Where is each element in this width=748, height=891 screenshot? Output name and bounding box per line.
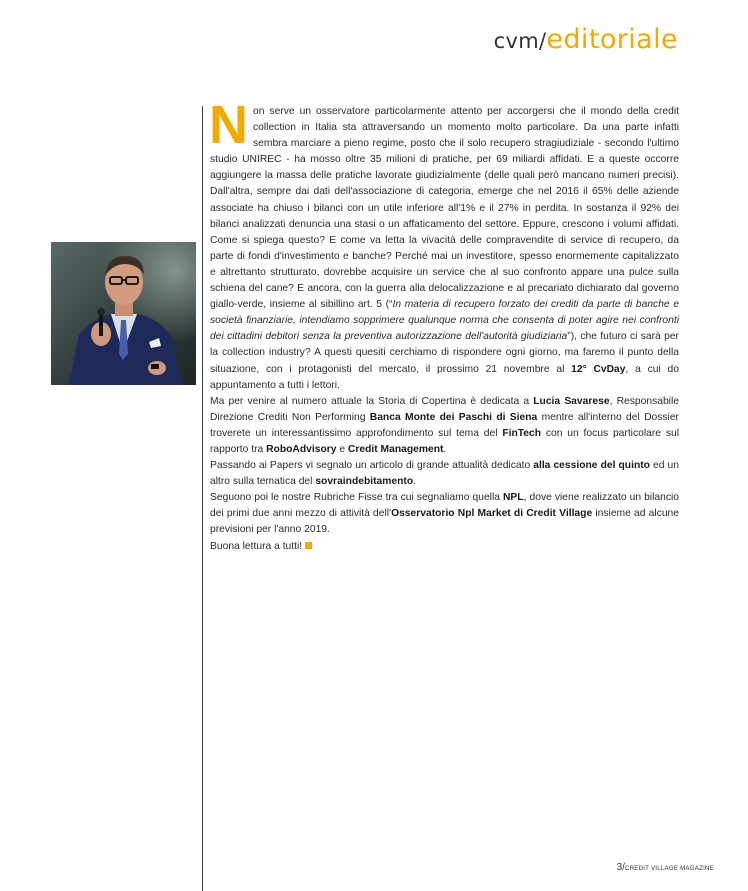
paragraph-1-after-quote: ”), che futuro ci sarà per la collection industry? A questi quesiti cerchiamo di rispondere ogni giorno, ma faremo il punto della situazione, con i protagonisti del mercato, il prossimo 21 novembre al [210,331,679,375]
paragraph-1 [209,95,680,394]
paragraph-4 [210,490,679,538]
page-footer [617,857,714,875]
paragraph-3 [210,458,679,490]
drop-cap: N [209,95,248,155]
highlight-bank: Banca Monte dei Paschi di Siena [369,411,538,423]
highlight-name: Lucia Savarese [533,395,610,407]
paragraph-2 [210,394,679,458]
event-name: 12° CvDay [571,363,626,375]
closing-text: Buona lettura a tutti! [210,540,303,552]
paragraph-1-text: on serve un osservatore particolarmente attento per accorgersi che il mondo della credit collection in Italia sta attraversando un momento molto particolare. Da una parte infatti sembra marciare a pieno regime, posto che il solo recupero stragiudiziale - secondo l'ultimo studio UNIREC - ha mosso oltre 35 milioni di pratiche, per 69 miliardi affidati. E a queste occorre aggiungere la massa delle pratiche lavorate giudizialmente (delle quali però mancano numeri precisi). Dall'altra, sempre dai dati dell'associazione di categoria, emerge che nel 2016 il 65% delle aziende associate ha chiuso i bilanci con un utile inferiore all'1% e il 27% in perdita. In sostanza il 92% dei bilanci analizzati denuncia una stasi o un affaticamento del settore. Eppure, crescono i volumi affidati. Come si spiega questo? E come va letta la vivacità delle compravendite di service di recupero, da parte di fondi d'investimento e banche? Perché mai un investitore, spesso enormemente capitalizzato e altrettanto strutturato, dovrebbe acquisire un service che al suo confronto appare una pulce sulla schiena del cane? E ancora, con la guerra alla delocalizzazione e al precariato dichiarato dal governo giallo-verde, insieme al sibillino art. 5 (“ [210,106,679,311]
paragraph-2-text: Ma per venire al numero attuale la Storia di Copertina è dedicata a [210,395,534,407]
author-photo [51,242,196,385]
paragraph-4-text: , dove viene realizzato un bilancio dei primi due anni mezzo di attività dell' [210,492,679,520]
end-mark-icon [305,542,312,549]
paragraph-4-text: insieme ad alcune previsioni per l'anno 2019. [210,508,680,536]
brand-label: cvm/ [493,29,547,53]
page-number: 3/ [616,862,625,873]
highlight-osservatorio: Osservatorio Npl Market di Credit Village [391,508,593,520]
magazine-name: CREDIT VILLAGE MAGAZINE [624,865,714,872]
section-title: editoriale [546,24,678,55]
highlight-sovraindebitamento: sovraindebitamento [315,476,414,488]
paragraph-2-text: con un focus particolare sul rapporto tra [210,427,679,455]
highlight-credit-management: Credit Management [347,443,444,455]
highlight-cessione: alla cessione del quinto [533,460,650,472]
quote-text: In materia di recupero forzato dei crediti da parte di banche e società finanziarie, intendiamo sopprimere qualunque norma che consenta di poter agire nei confronti dei cittadini debitori senza la preventiva autorizzazione dell'autorità giudiziaria [210,299,679,343]
paragraph-2-text: mentre all'interno del Dossier troverete un interessantissimo approfondimento sul tema del [210,411,679,439]
highlight-npl: NPL [503,492,524,504]
paragraph-2-text: e [336,443,348,455]
closing-line [210,539,679,555]
highlight-fintech: FinTech [502,427,542,439]
paragraph-3-text: ed un altro sulla tematica del [210,460,679,488]
paragraph-4-text: Seguono poi le nostre Rubriche Fisse tra cui segnaliamo quella [210,492,503,504]
page-header [494,24,678,55]
column-divider [202,106,203,891]
highlight-roboadvisory: RoboAdvisory [266,443,337,455]
paragraph-2-text: . [443,443,447,455]
paragraph-3-text: . [413,476,417,488]
paragraph-3-text: Passando ai Papers vi segnalo un articolo di grande attualità dedicato [210,460,534,472]
paragraph-2-text: , Responsabile Direzione Crediti Non Performing [210,395,679,423]
paragraph-1-end: , a cui do appuntamento a tutti i lettori. [210,363,680,391]
editorial-article [209,95,680,555]
